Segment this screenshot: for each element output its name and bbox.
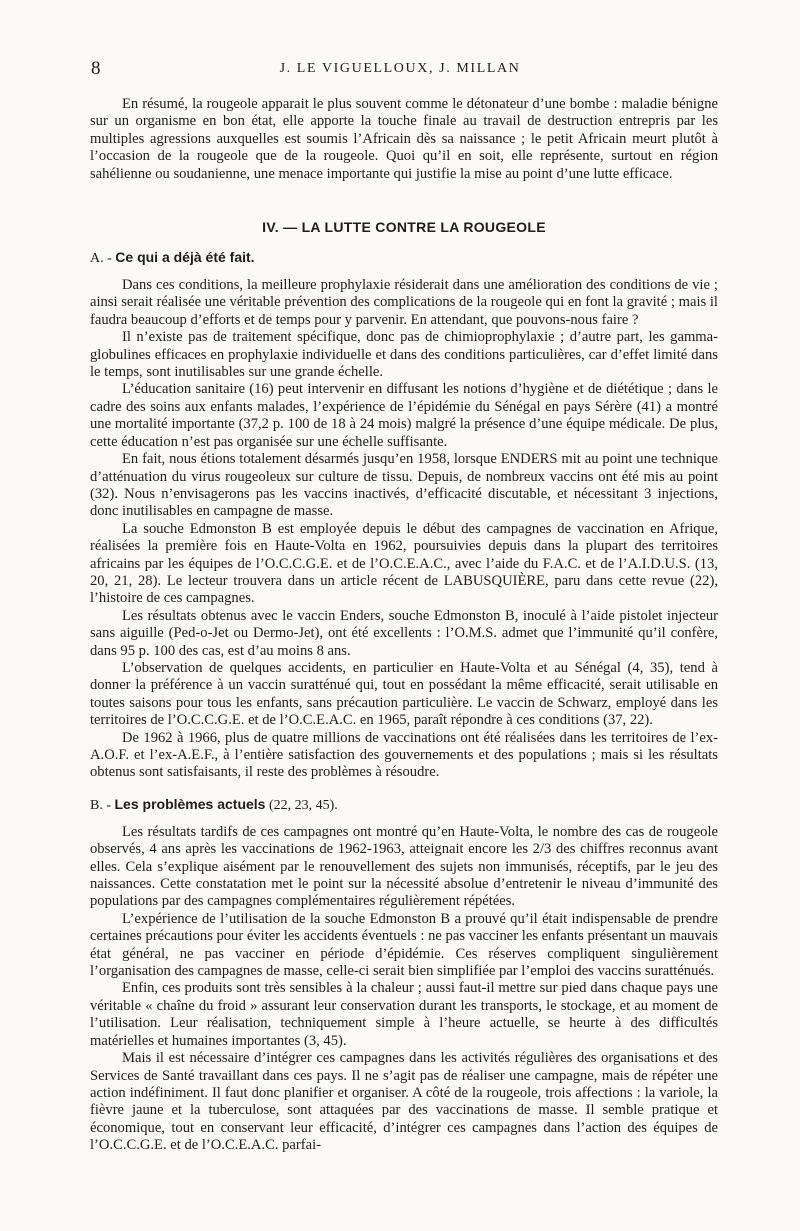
subsection-a-title: Ce qui a déjà été fait. [115, 249, 255, 266]
paragraph: L’observation de quelques accidents, en particulier en Haute-Volta et au Sénégal (4, 35), tend à donner la préférence à un vaccin suratténué qui, tout en possédant la même efficacité, serait utilisable en toutes saisons pour tous les enfants, sans précaution particulière. Le vaccin de Schwarz, employé dans les territoires de l’O.C.C.G.E. et de l’O.C.E.A.C. en 1965, paraît répondre à ces conditions (37, 22). [90, 659, 718, 729]
subsection-b-refs: (22, 23, 45). [265, 797, 338, 813]
subsection-a-heading [90, 249, 718, 267]
paragraph: Mais il est nécessaire d’intégrer ces campagnes dans les activités régulières des organisations et des Services de Santé travaillant dans ces pays. Il ne s’agit pas de réaliser une campagne, mais de répéter une action indéfiniment. Il faut donc planifier et organiser. A côté de la rougeole, trois affections : la variole, la fièvre jaune et la tuberculose, sont attaquées par des vaccinations de masse. Il semble pratique et économique, tout en conservant leur efficacité, d’intégrer ces campagnes dans l’action des équipes de l’O.C.C.G.E. et de l’O.C.E.A.C. parfai- [90, 1050, 718, 1154]
paragraph: Enfin, ces produits sont très sensibles à la chaleur ; aussi faut-il mettre sur pied dans chaque pays une véritable « chaîne du froid » assurant leur conservation durant les transports, le stockage, et au moment de l’utilisation. Leur réalisation, techniquement simple à l’heure actuelle, se heurte à des difficultés matérielles et humaines importantes (3, 45). [90, 980, 718, 1049]
paragraph: De 1962 à 1966, plus de quatre millions de vaccinations ont été réalisées dans les territoires de l’ex-A.O.F. et l’ex-A.E.F., à l’entière satisfaction des gouvernements et des populations ; mais si les résultats obtenus sont satisfaisants, il reste des problèmes à résoudre. [90, 729, 718, 781]
paragraph: En fait, nous étions totalement désarmés jusqu’en 1958, lorsque ENDERS mit au point une technique d’atténuation du virus rougeoleux sur culture de tissu. Depuis, de nombreux vaccins ont été mis au point (32). Nous n’envisagerons pas les vaccins inactivés, d’efficacité discutable, et nécessitant 3 injections, donc inutilisables en campagne de masse. [90, 451, 718, 520]
paragraph: Les résultats tardifs de ces campagnes ont montré qu’en Haute-Volta, le nombre des cas de rougeole observés, 4 ans après les vaccinations de 1962-1963, atteignait encore les 2/3 des chiffres reconnus avant elles. Cela s’explique aisément par le renouvellement des sujets non immunisés, réceptifs, par le jeu des naissances. Cette constatation met le point sur la nécessité absolue d’entretenir le niveau d’immunité des populations par des campagnes complémentaires régulièrement répétées. [90, 823, 718, 910]
paragraph: L’éducation sanitaire (16) peut intervenir en diffusant les notions d’hygiène et de diététique ; dans le cadre des soins aux enfants malades, l’expérience de l’épidémie du Sénégal en pays Sérère (41) a montré une mortalité importante (37,2 p. 100 de 18 à 24 mois) malgré la présence d’une équipe médicale. De plus, cette éducation n’est pas organisée sur une échelle suffisante. [90, 381, 718, 450]
subsection-b-title: Les problèmes actuels [114, 795, 266, 812]
intro-paragraph: En résumé, la rougeole apparait le plus souvent comme le détonateur d’une bombe : maladie bénigne sur un organisme en bon état, elle apporte la touche finale au travail de destruction entrepris par les multiples agressions auxquelles est soumis l’Africain dès sa naissance ; le petit Africain meurt plutôt à l’occasion de la rougeole que de la rougeole. Quoi qu’il en soit, elle représente, surtout en région sahélienne ou soudanienne, une menace importante qui justifie la mise au point d’une lutte efficace. [90, 96, 718, 182]
paragraph: La souche Edmonston B est employée depuis le début des campagnes de vaccination en Afrique, réalisées la première fois en Haute-Volta en 1962, poursuivies depuis dans la plupart des territoires africains par les équipes de l’O.C.C.G.E. et de l’O.C.E.A.C., avec l’aide du F.A.C. et de l’A.I.D.U.S. (13, 20, 21, 28). Le lecteur trouvera dans un article récent de LABUSQUIÈRE, paru dans cette revue (22), l’histoire de ces campagnes. [90, 520, 718, 607]
paragraph: Il n’existe pas de traitement spécifique, donc pas de chimioprophylaxie ; d’autre part, les gamma-globulines efficaces en prophylaxie individuelle et dans des conditions particulières, car d’effet limité dans le temps, sont inutilisables sur une grande échelle. [90, 329, 718, 381]
paragraph: Les résultats obtenus avec le vaccin Enders, souche Edmonston B, inoculé à l’aide pistolet injecteur sans aiguille (Ped-o-Jet ou Dermo-Jet), ont été excellents : l’O.M.S. admet que l’immunité qu’il confère, dans 95 p. 100 des cas, est d’au moins 8 ans. [90, 607, 718, 659]
page-number: 8 [91, 58, 101, 79]
paragraph: L’expérience de l’utilisation de la souche Edmonston B a prouvé qu’il était indispensable de prendre certaines précautions pour éviter les accidents éventuels : ne pas vacciner les enfants présentant un mauvais état général, ne pas vacciner en période d’épidémie. Ces réserves compliquent singulièrement l’organisation des campagnes de masse, celle-ci serait bien simplifiée par l’emploi des vaccins suratténués. [90, 910, 718, 980]
section-title: IV. — LA LUTTE CONTRE LA ROUGEOLE [262, 219, 546, 236]
paragraph: Dans ces conditions, la meilleure prophylaxie résiderait dans une amélioration des conditions de vie ; ainsi serait réalisée une véritable prévention des complications de la rougeole qui en font la gravité ; mais il faudra beaucoup d’efforts et de temps pour y parvenir. En attendant, que pouvons-nous faire ? [90, 277, 718, 328]
running-head: J. LE VIGUELLOUX, J. MILLAN [279, 61, 521, 76]
subsection-a-letter: A. - [90, 251, 116, 267]
subsection-b-letter: B. - [90, 797, 115, 813]
subsection-b-heading [90, 796, 718, 814]
body-text [90, 96, 718, 1155]
